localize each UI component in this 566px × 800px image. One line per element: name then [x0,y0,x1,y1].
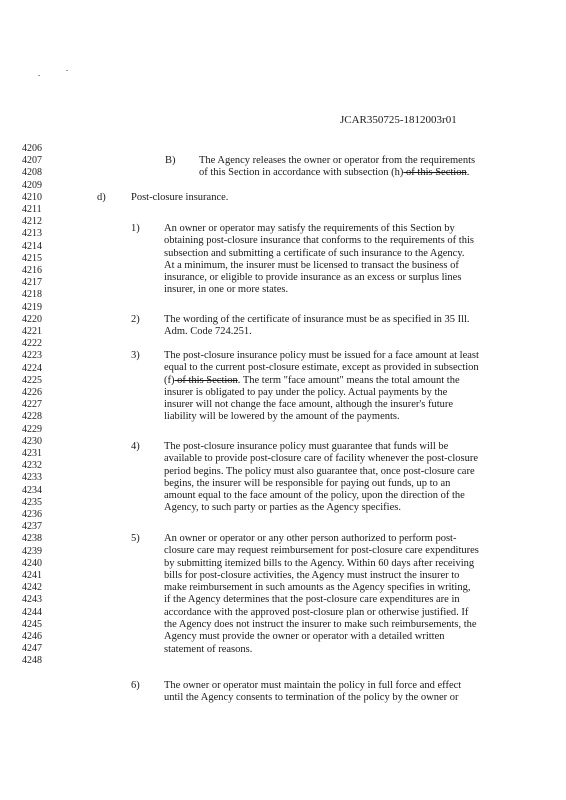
line-number: 4223 [22,350,42,362]
line-number: 4214 [22,240,42,252]
struck-text: of this Section [174,374,238,386]
line-number: 4209 [22,179,42,191]
line-number: 4248 [22,655,42,667]
subsection-title: Post-closure insurance. [131,192,229,203]
paragraph-line: The Agency releases the owner or operator from the requirements [199,155,476,166]
item-label-2: 2) [131,314,140,325]
line-number: 4217 [22,277,42,289]
line-number: 4244 [22,606,42,618]
line-number: 4216 [22,265,42,276]
line-number: 4245 [22,618,42,630]
line-number: 4237 [22,521,42,533]
document-id: JCAR350725-1812003r01 [340,114,457,126]
line-number: 4215 [22,252,42,264]
line-number: 4229 [22,423,42,435]
line-number: 4238 [22,533,42,545]
item-label-4: 4) [131,441,140,452]
line-number: 4224 [22,362,42,374]
paragraph-5: An owner or operator or any other person authorized to perform post- closure care may request reimbursement for post-closure care expenditures by submitting itemized bills to the Agency. Within 60 days after receiving bills for post-closure activities, the Agency must instruct the insurer to make reimbursement in such amounts as the Agency specifies in writing, if the Agency determines that the post-closure care expenditures are in accordance with the approved post-closure plan or otherwise justified. If the Agency does not instruct the insurer to make such reimbursements, the Agency must provide the owner or operator with a detailed written statement of reasons. [164,533,479,655]
line-number: 4247 [22,643,42,655]
line-number: 4235 [22,496,42,508]
paragraph-line: of this Section in accordance with subsection (h) of this Section. [199,167,470,178]
line-number: 4242 [22,582,42,594]
line-number: 4243 [22,594,42,606]
line-number: 4222 [22,338,42,350]
item-label-5: 5) [131,533,140,544]
subsection-label-d: d) [97,192,106,203]
line-number: 4225 [22,374,42,386]
line-number: 4241 [22,570,42,581]
paragraph-6: The owner or operator must maintain the policy in full force and effect until the Agency consents to termination of the policy by the owner or [164,680,462,704]
line-number: 4206 [22,143,42,154]
line-number: 4226 [22,387,42,398]
item-label-B: B) [165,155,176,166]
scan-speck [66,70,68,71]
line-number: 4211 [22,204,42,215]
line-number: 4239 [22,545,42,557]
line-number: 4230 [22,435,42,447]
paragraph-4: The post-closure insurance policy must guarantee that funds will be available to provide post-closure care of facility whenever the post-closure period begins. The policy must also guarantee that, once post-closure care begins, the insurer will be responsible for paying out funds, up to an amount equal to the face amount of the policy, upon the direction of the Agency, to such party or parties as the Agency specifies. [164,441,479,514]
line-number: 4218 [22,289,42,301]
paragraph-2: The wording of the certificate of insurance must be as specified in 35 Ill. Adm. Code 724.251. [164,314,470,338]
item-label-6: 6) [131,680,140,691]
line-number: 4207 [22,155,42,167]
item-label-1: 1) [131,223,140,234]
line-number: 4231 [22,448,42,459]
item-label-3: 3) [131,350,140,361]
line-number: 4228 [22,411,42,423]
line-number: 4236 [22,509,42,520]
line-number: 4213 [22,228,42,240]
paragraph-1: An owner or operator may satisfy the requirements of this Section by obtaining post-closure insurance that conforms to the requirements of this subsection and submitting a certificate of such insurance to the Agency. At a minimum, the insurer must be licensed to transact the business of insurance, or eligible to provide insurance as an excess or surplus lines insurer, in one or more states. [164,223,474,296]
line-number: 4221 [22,326,42,337]
scan-speck [38,75,40,76]
line-number: 4233 [22,472,42,484]
line-number: 4232 [22,460,42,472]
line-number: 4234 [22,484,42,496]
paragraph-3: The post-closure insurance policy must be issued for a face amount at least equal to the current post-closure estimate, except as provided in subsection (f) of this Section. The term "face amount" means the total amount the insurer is obligated to pay under the policy. Actual payments by the insurer will not change the face amount, although the insurer's future liability will be lowered by the amount of the payments. [164,350,479,423]
line-number: 4212 [22,216,42,228]
struck-text: of this Section [403,167,467,178]
line-number: 4240 [22,557,42,569]
line-number: 4219 [22,301,42,313]
line-number: 4208 [22,167,42,179]
line-number: 4210 [22,191,42,203]
line-number: 4220 [22,313,42,325]
line-number: 4227 [22,399,42,411]
line-number: 4246 [22,631,42,642]
